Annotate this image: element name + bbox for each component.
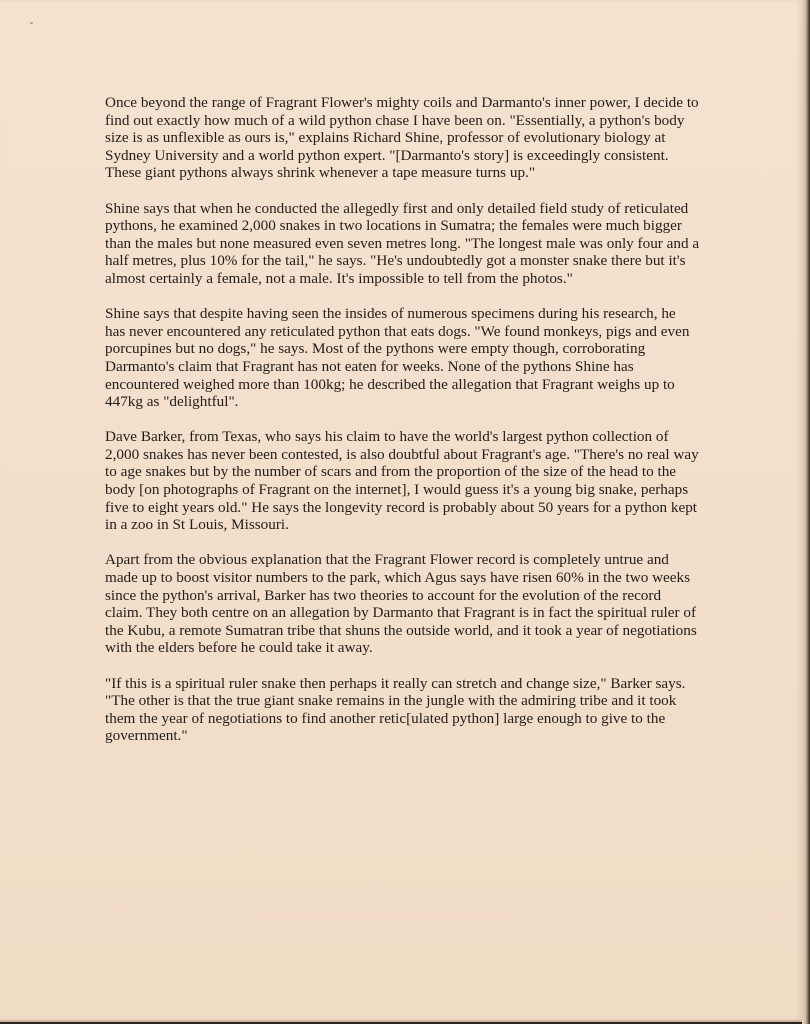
paragraph-spiritual-ruler: "If this is a spiritual ruler snake then perhaps it really can stretch and change size," Barker says. "The other is that the true giant snake remains in the jungle with the admiring tribe and it took them the year of negotiations to find another retic[ulated python] large enough to give to the government." (105, 674, 686, 745)
page-edge-shadow (802, 0, 810, 1024)
paragraph-theories: Apart from the obvious explanation that the Fragrant Flower record is completely untrue and made up to boost visitor numbers to the park, which Agus says have risen 60% in the two weeks since the python's arrival, Barker has two theories to account for the evolution of the record claim. They both centre on an allegation by Darmanto that Fragrant is in fact the spiritual ruler of the Kubu, a remote Sumatran tribe that shuns the outside world, and it took a year of negotiations with the elders before he could take it away. (105, 551, 697, 657)
paragraph-barker-age: Dave Barker, from Texas, who says his claim to have the world's largest python collection of 2,000 snakes has never been contested, is also doubtful about Fragrant's age. "There's no real way to age snakes but by the number of scars and from the proportion of the size of the head to the body [on photographs of Fragrant on the internet], I would guess it's a young big snake, perhaps five to eight years old." He says the longevity record is probably about 50 years for a python kept in a zoo in St Louis, Missouri. (105, 428, 699, 534)
paragraph-field-study: Shine says that when he conducted the allegedly first and only detailed field study of reticulated pythons, he examined 2,000 snakes in two locations in Sumatra; the females were much bigger than the males but none measured even seven metres long. "The longest male was only four and a half metres, plus 10% for the tail," he says. "He's undoubtedly got a monster snake there but it's almost certainly a female, not a male. It's impossible to tell from the photos." (105, 199, 700, 287)
scan-speck (30, 22, 33, 24)
article-body (105, 94, 709, 763)
paragraph-shine-intro: Once beyond the range of Fragrant Flower's mighty coils and Darmanto's inner power, I decide to find out exactly how much of a wild python chase I have been on. "Essentially, a python's body size is as unflexible as ours is," explains Richard Shine, professor of evolutionary biology at Sydney University and a world python expert. "[Darmanto's story] is exceedingly consistent. These giant pythons always shrink whenever a tape measure turns up." (105, 94, 699, 182)
paragraph-diet: Shine says that despite having seen the insides of numerous specimens during his research, he has never encountered any reticulated python that eats dogs. "We found monkeys, pigs and even porcupines but no dogs," he says. Most of the pythons were empty though, corroborating Darmanto's claim that Fragrant has not eaten for weeks. None of the pythons Shine has encountered weighed more than 100kg; he described the allegation that Fragrant weighs up to 447kg as "delightful". (105, 305, 690, 411)
